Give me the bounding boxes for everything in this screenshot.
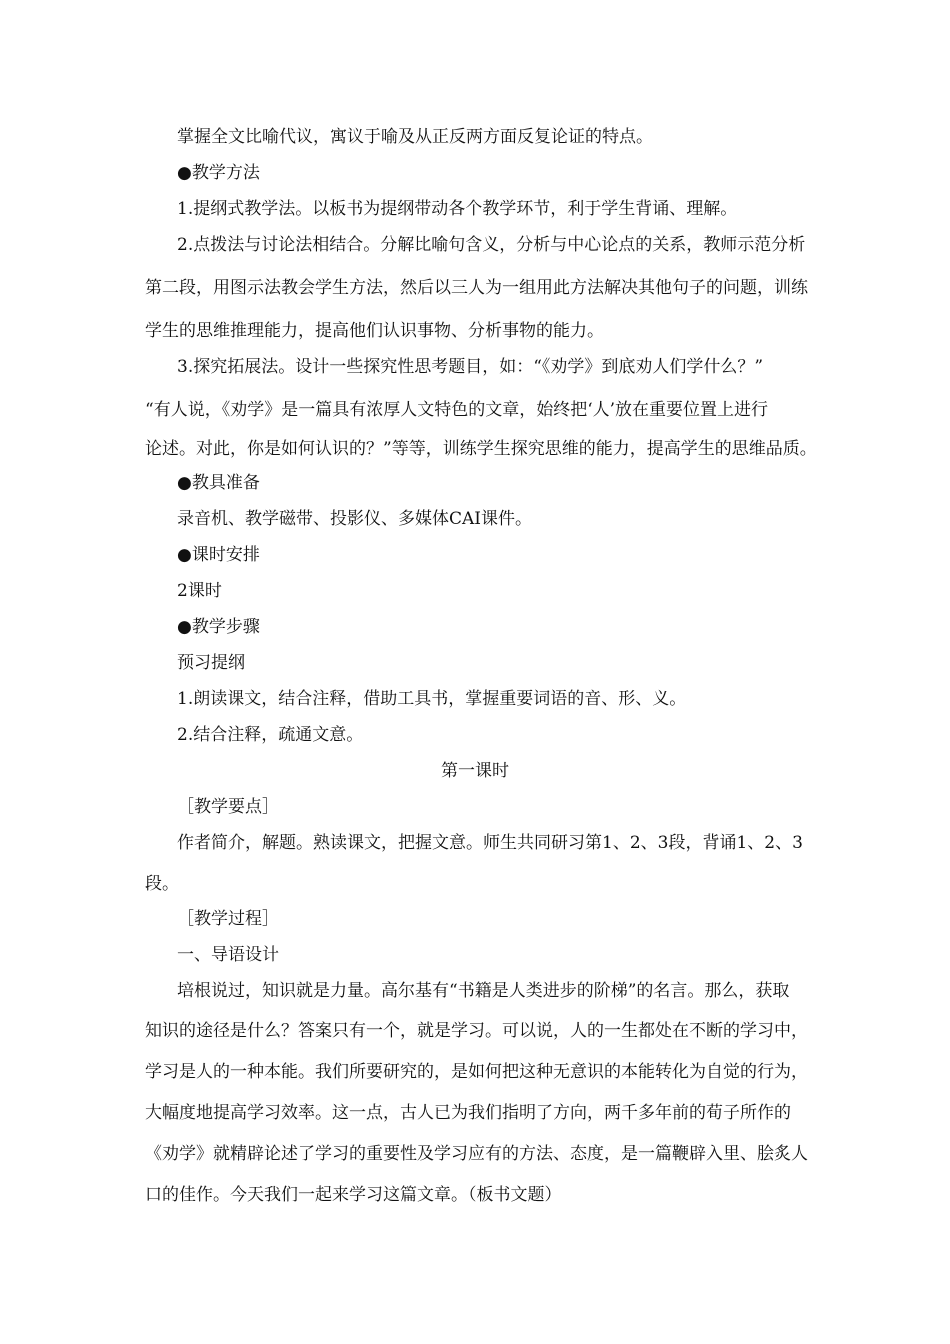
process-step-1-title: 一、导语设计 xyxy=(177,945,279,965)
intro-paragraph-line-6: 口的佳作。今天我们一起来学习这篇文章。（板书文题） xyxy=(145,1185,562,1205)
method-item-2-line-3: 学生的思维推理能力，提高他们认识事物、分析事物的能力。 xyxy=(145,321,604,341)
method-item-1: 1.提纲式教学法。以板书为提纲带动各个教学环节，利于学生背诵、理解。 xyxy=(177,199,738,219)
key-points-line-2: 段。 xyxy=(145,874,179,894)
heading-schedule: ●课时安排 xyxy=(177,545,260,565)
method-item-3-line-3: 论述。对此，你是如何认识的？”等等，训练学生探究思维的能力，提高学生的思维品质。 xyxy=(145,439,817,459)
method-item-2-line-1: 2.点拨法与讨论法相结合。分解比喻句含义，分析与中心论点的关系，教师示范分析 xyxy=(177,235,806,255)
method-item-3-line-1: 3.探究拓展法。设计一些探究性思考题目，如：“《劝学》到底劝人们学什么？” xyxy=(177,357,764,377)
preview-outline-title: 预习提纲 xyxy=(177,653,245,673)
preview-item-2: 2.结合注释，疏通文意。 xyxy=(177,725,364,745)
intro-paragraph-line-2: 知识的途径是什么？答案只有一个，就是学习。可以说，人的一生都处在不断的学习中， xyxy=(145,1021,808,1041)
heading-teaching-methods: ●教学方法 xyxy=(177,163,260,183)
intro-paragraph-line-5: 《劝学》就精辟论述了学习的重要性及学习应有的方法、态度，是一篇鞭辟入里、脍炙人 xyxy=(145,1144,808,1164)
intro-paragraph-line-3: 学习是人的一种本能。我们所要研究的，是如何把这种无意识的本能转化为自觉的行为， xyxy=(145,1062,808,1082)
subheading-key-points: ［教学要点］ xyxy=(177,797,279,817)
teaching-aids-list: 录音机、教学磁带、投影仪、多媒体CAI课件。 xyxy=(177,509,532,529)
preview-item-1: 1.朗读课文，结合注释，借助工具书，掌握重要词语的音、形、义。 xyxy=(177,689,687,709)
intro-paragraph-line-4: 大幅度地提高学习效率。这一点，古人已为我们指明了方向，两千多年前的荀子所作的 xyxy=(145,1103,791,1123)
method-item-3-line-2: “有人说，《劝学》是一篇具有浓厚人文特色的文章，始终把‘人’放在重要位置上进行 xyxy=(145,400,768,420)
heading-teaching-steps: ●教学步骤 xyxy=(177,617,260,637)
paragraph-key-points: 掌握全文比喻代议，寓议于喻及从正反两方面反复论证的特点。 xyxy=(177,127,653,147)
section-title-first-lesson: 第一课时 xyxy=(441,761,509,781)
schedule-hours: 2课时 xyxy=(177,581,222,601)
key-points-line-1: 作者简介，解题。熟读课文，把握文意。师生共同研习第1、2、3段，背诵1、2、3 xyxy=(177,833,803,853)
heading-teaching-aids: ●教具准备 xyxy=(177,473,260,493)
intro-paragraph-line-1: 培根说过，知识就是力量。高尔基有“书籍是人类进步的阶梯”的名言。那么，获取 xyxy=(177,981,790,1001)
subheading-process: ［教学过程］ xyxy=(177,909,279,929)
method-item-2-line-2: 第二段，用图示法教会学生方法，然后以三人为一组用此方法解决其他句子的问题，训练 xyxy=(145,278,808,298)
